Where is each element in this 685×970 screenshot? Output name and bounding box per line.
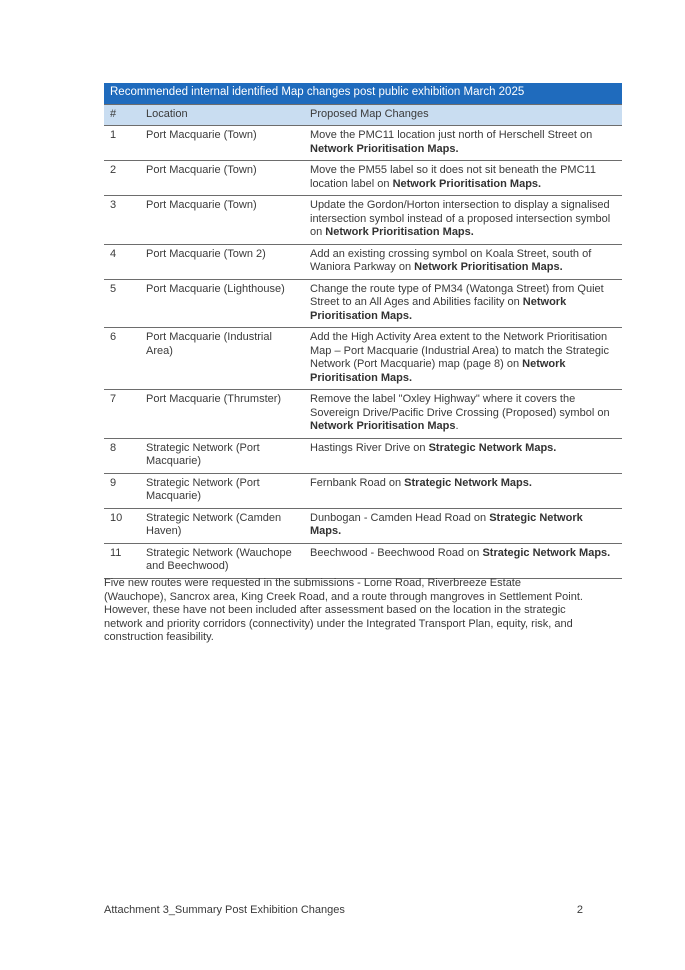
table-row — [104, 543, 622, 578]
table-body — [104, 126, 622, 579]
row-number: 1 — [104, 126, 140, 161]
table-row — [104, 390, 622, 439]
change-text: Hastings River Drive on — [310, 441, 429, 454]
footer-page-number: 2 — [576, 904, 583, 916]
row-number: 11 — [104, 543, 140, 578]
table-row — [104, 438, 622, 473]
table-row — [104, 328, 622, 390]
change-text: Move the PMC11 location just north of Herschell Street on — [310, 129, 593, 141]
row-proposed-change — [304, 161, 622, 196]
change-text: Add the High Activity Area extent to the Network Prioritisation Map – Port Macquarie (Industrial Area) to match the Strategic Network (Port Macquarie) map (page 8) on — [310, 331, 609, 370]
row-proposed-change — [304, 390, 622, 439]
map-set-name: Network Prioritisation Maps — [310, 420, 456, 432]
row-location: Port Macquarie (Industrial Area) — [140, 328, 304, 390]
change-text: Add an existing crossing symbol on Koala Street, south of Waniora Parkway on — [310, 247, 592, 273]
row-location: Strategic Network (Camden Haven) — [140, 508, 304, 543]
row-proposed-change — [304, 508, 622, 543]
row-location: Port Macquarie (Thrumster) — [140, 390, 304, 439]
row-location: Port Macquarie (Town) — [140, 161, 304, 196]
change-text: Change the route type of PM34 (Watonga Street) from Quiet Street to an All Ages and Abilities facility on — [310, 282, 604, 308]
table-caption-row — [104, 83, 622, 104]
row-proposed-change — [304, 473, 622, 508]
row-number: 2 — [104, 161, 140, 196]
map-set-name: Network Prioritisation Maps. — [310, 296, 567, 322]
table-row — [104, 161, 622, 196]
table-row — [104, 279, 622, 328]
row-proposed-change — [304, 126, 622, 161]
row-location: Strategic Network (Wauchope and Beechwood) — [140, 543, 304, 578]
column-header-proposed-changes: Proposed Map Changes — [304, 104, 622, 126]
map-set-name: Strategic Network Maps. — [404, 476, 532, 489]
row-location: Port Macquarie (Town) — [140, 126, 304, 161]
row-location: Strategic Network (Port Macquarie) — [140, 473, 304, 508]
change-text: Move the PM55 label so it does not sit beneath the PMC11 location label on — [310, 164, 596, 190]
change-text: Fernbank Road on — [310, 476, 405, 489]
row-location: Port Macquarie (Lighthouse) — [140, 279, 304, 328]
map-set-name: Strategic Network Maps. — [482, 546, 611, 559]
row-number: 5 — [104, 279, 140, 328]
row-number: 9 — [104, 473, 140, 508]
change-text: Beechwood - Beechwood Road on — [310, 546, 483, 559]
table-row — [104, 126, 622, 161]
row-number: 3 — [104, 196, 140, 245]
table-row — [104, 508, 622, 543]
change-text: Dunbogan - Camden Head Road on — [310, 511, 490, 524]
map-set-name: Strategic Network Maps. — [310, 511, 583, 537]
row-location: Port Macquarie (Town) — [140, 196, 304, 245]
page-footer — [104, 904, 583, 916]
row-proposed-change — [304, 438, 622, 473]
row-location: Port Macquarie (Town 2) — [140, 244, 304, 279]
map-set-name: Network Prioritisation Maps. — [325, 226, 474, 238]
table-row — [104, 244, 622, 279]
row-number: 8 — [104, 438, 140, 473]
table-caption: Recommended internal identified Map changes post public exhibition March 2025 — [104, 83, 622, 104]
row-proposed-change — [304, 328, 622, 390]
column-header-number: # — [104, 104, 140, 126]
map-set-name: Network Prioritisation Maps. — [310, 358, 566, 384]
table-header-row — [104, 104, 622, 126]
table-row — [104, 473, 622, 508]
row-proposed-change — [304, 543, 622, 578]
column-header-location: Location — [140, 104, 304, 126]
footer-document-title: Attachment 3_Summary Post Exhibition Changes — [104, 904, 345, 916]
note-paragraph: Five new routes were requested in the submissions - Lorne Road, Riverbreeze Estate (Wauchope), Sancrox area, King Creek Road, and a route through mangroves in Settlement Point. However, these have not been included after assessment based on the location in the strategic network and priority corridors (connectivity) under the Integrated Transport Plan, equity, risk, and construction feasibility. — [104, 577, 583, 643]
map-changes-table — [104, 83, 622, 579]
row-number: 4 — [104, 244, 140, 279]
map-set-name: Network Prioritisation Maps. — [414, 261, 563, 273]
row-number: 10 — [104, 508, 140, 543]
change-text-suffix: . — [455, 420, 459, 432]
row-location: Strategic Network (Port Macquarie) — [140, 438, 304, 473]
map-set-name: Network Prioritisation Maps. — [392, 177, 542, 190]
row-proposed-change — [304, 196, 622, 245]
change-text: Update the Gordon/Horton intersection to display a signalised intersection symbol instead of a proposed intersection symbol on — [310, 199, 611, 238]
row-proposed-change — [304, 244, 622, 279]
table-row — [104, 196, 622, 245]
map-set-name: Network Prioritisation Maps. — [310, 142, 459, 155]
row-number: 6 — [104, 328, 140, 390]
map-set-name: Strategic Network Maps. — [428, 441, 557, 454]
row-proposed-change — [304, 279, 622, 328]
row-number: 7 — [104, 390, 140, 439]
change-text: Remove the label "Oxley Highway" where it covers the Sovereign Drive/Pacific Drive Crossing (Proposed) symbol on — [310, 393, 610, 419]
